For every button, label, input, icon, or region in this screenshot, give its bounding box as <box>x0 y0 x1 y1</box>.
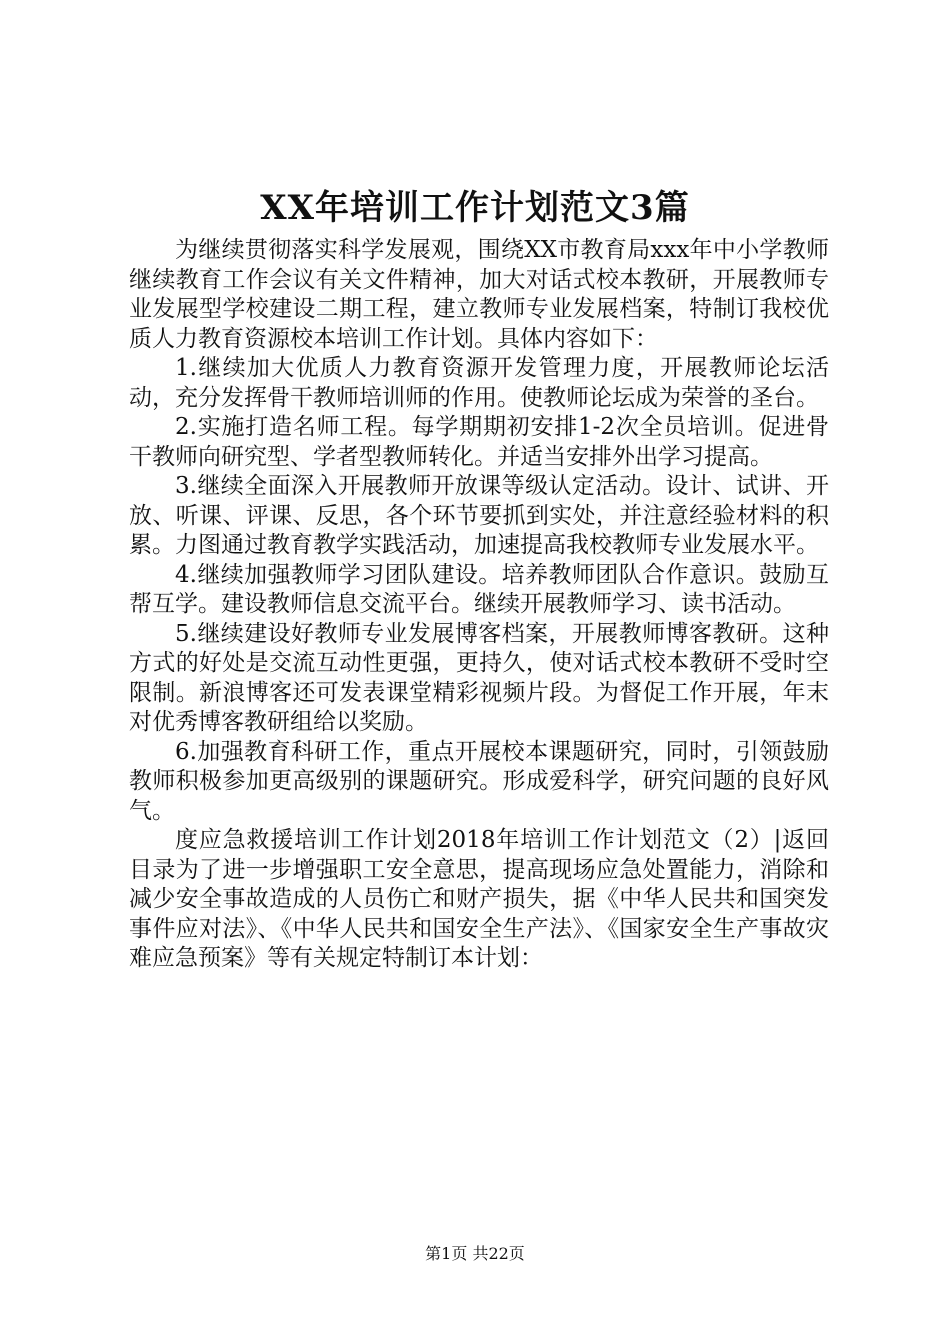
document-body <box>129 236 829 974</box>
paragraph-item-4: 4.继续加强教师学习团队建设。培养教师团队合作意识。鼓励互帮互学。建设教师信息交流平台。继续开展教师学习、读书活动。 <box>129 561 829 617</box>
paragraph-item-1: 1.继续加大优质人力教育资源开发管理力度，开展教师论坛活动，充分发挥骨干教师培训师的作用。使教师论坛成为荣誉的圣台。 <box>129 355 829 411</box>
document-title: XX年培训工作计划范文3篇 <box>260 188 690 228</box>
paragraph-item-3: 3.继续全面深入开展教师开放课等级认定活动。设计、试讲、开放、听课、评课、反思，各个环节要抓到实处，并注意经验材料的积累。力图通过教育教学实践活动，加速提高我校教师专业发展水平。 <box>129 473 829 558</box>
paragraph-intro: 为继续贯彻落实科学发展观，围绕XX市教育局xxx年中小学教师继续教育工作会议有关文件精神，加大对话式校本教研，开展教师专业发展型学校建设二期工程，建立教师专业发展档案，特制订我校优质人力教育资源校本培训工作计划。具体内容如下： <box>129 237 829 352</box>
paragraph-item-6: 6.加强教育科研工作，重点开展校本课题研究，同时，引领鼓励教师积极参加更高级别的课题研究。形成爱科学，研究问题的良好风气。 <box>129 738 829 824</box>
page-number-footer: 第1页 共22页 <box>425 1244 525 1263</box>
paragraph-item-5: 5.继续建设好教师专业发展博客档案，开展教师博客教研。这种方式的好处是交流互动性更强，更持久，使对话式校本教研不受时空限制。新浪博客还可发表课堂精彩视频片段。为督促工作开展，年末对优秀博客教研组给以奖励。 <box>129 620 829 735</box>
paragraph-item-2: 2.实施打造名师工程。每学期期初安排1-2次全员培训。促进骨干教师向研究型、学者型教师转化。并适当安排外出学习提高。 <box>129 414 829 470</box>
paragraph-section-2-intro: 度应急救援培训工作计划2018年培训工作计划范文（2）|返回目录为了进一步增强职工安全意思，提高现场应急处置能力，消除和减少安全事故造成的人员伤亡和财产损失，据《中华人民共和国突发事件应对法》、《中华人民共和国安全生产法》、《国家安全生产事故灾难应急预案》等有关规定特制订本计划： <box>129 827 829 971</box>
